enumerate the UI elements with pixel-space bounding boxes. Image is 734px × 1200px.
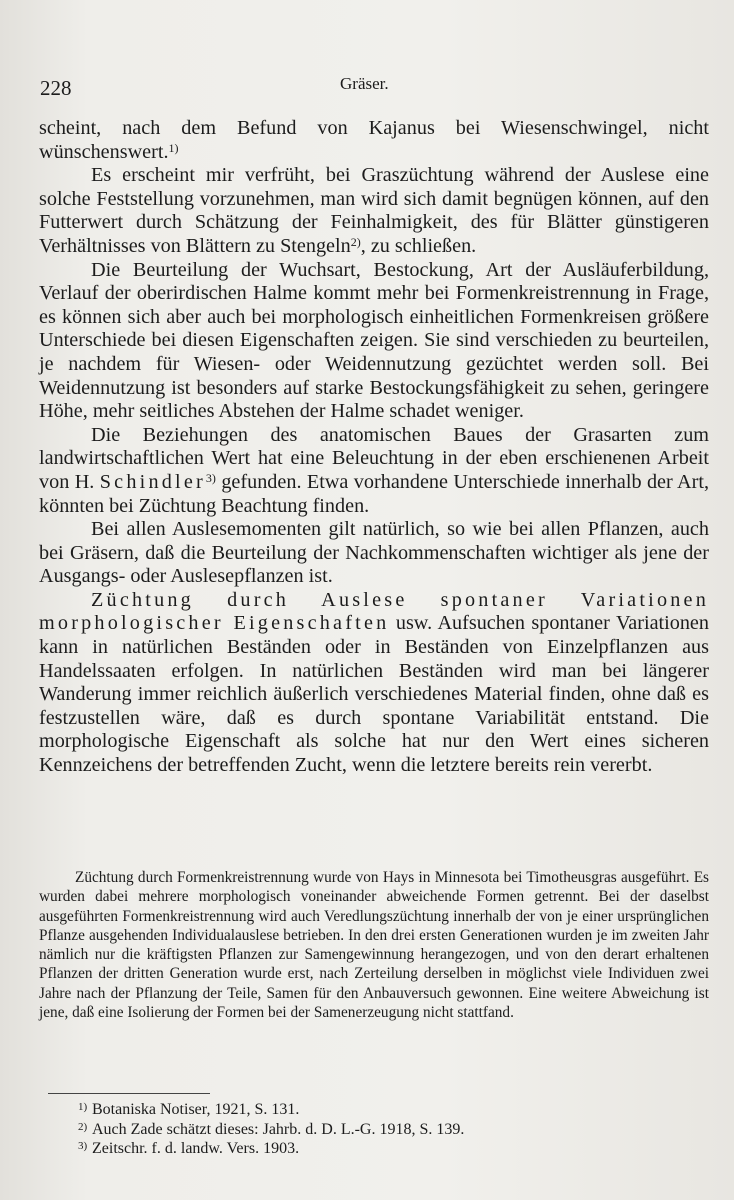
footnote-1 [78,1100,692,1120]
footnote-ref-2: 2) [350,234,361,249]
footnote-divider [48,1093,210,1094]
footnote-2-mark: 2) [78,1120,88,1133]
paragraph-2-text-b: , zu schließen. [360,234,477,257]
small-print-section [39,868,709,1022]
footnote-2-text: Auch Zade schätzt dieses: Jahrb. d. D. L.-G. 1918, S. 139. [92,1120,465,1138]
paragraph-6 [39,589,709,778]
section-heading: Züchtung durch Auslese spontaner Variationen morphologischer Eigenschaften [39,588,709,635]
footnote-ref-1: 1) [168,140,179,155]
running-head: Gräser. [340,74,389,93]
page-header [40,76,694,102]
paragraph-1-text: scheint, nach dem Befund von Kajanus bei Wiesenschwingel, nicht wünschenswert. [39,117,709,163]
footnote-1-mark: 1) [78,1101,88,1113]
footnote-3-text: Zeitschr. f. d. landw. Vers. 1903. [92,1140,300,1157]
paragraph-2 [39,164,709,258]
paragraph-1 [39,117,709,164]
footnote-ref-3: 3) [205,470,216,485]
author-name-schindler: Schindler [99,470,206,493]
small-paragraph: Züchtung durch Formenkreistrennung wurde von Hays in Minnesota bei Timotheusgras ausgeführt. Es wurden dabei mehrere morphologisch voneinander abweichende Formen getrennt. Bei der daselbst ausgeführten Formenkreistrennung wird auch Veredlungszüchtung innerhalb der von je einer ursprünglichen Pflanze ausgehenden Individualauslese betrieben. In den drei ersten Generationen wurden je im zweiten Jahr nämlich nur die kräftigsten Pflanzen zur Samengewinnung herangezogen, und von den derart erhaltenen Pflanzen der dritten Generation wurde erst, nach Zerteilung derselben in möglichst viele Individuen zwei Jahre nach der Pflanzung der Teile, Samen für den Anbauversuch gewonnen. Eine weitere Abweichung ist jene, daß eine Isolierung der Formen bei der Samenerzeugung nicht stattfand. [39,869,709,1022]
paragraph-2-text-a: Es erscheint mir verfrüht, bei Graszüchtung während der Auslese eine solche Feststellung vorzunehmen, man wird sich damit begnügen können, auf den Futterwert durch Schätzung der Feinhalmigkeit, des für Blätter günstigeren Verhältnisses von Blättern zu Stengeln [39,164,709,257]
footnotes [78,1100,692,1159]
paragraph-6-text: usw. Aufsuchen spontaner Variationen kann in natürlichen Beständen oder in Beständen von Einzelpflanzen aus Handelssaaten erfolgen. In natürlichen Beständen wird man bei längerer Wanderung immer reichlich äußerlich verschiedenes Material finden, ohne daß es festzustellen wäre, daß es durch spontane Variabilität entstand. Die morphologische Eigenschaft als solche hat nur den Wert eines sicheren Kennzeichens der betreffenden Zucht, wenn die letztere bereits rein vererbt. [39,612,709,777]
page-number: 228 [40,76,72,100]
footnote-1-text: Botaniska Notiser, 1921, S. 131. [92,1101,300,1118]
footnote-2 [78,1120,692,1140]
paragraph-3: Die Beurteilung der Wuchsart, Bestockung, Art der Ausläuferbildung, Verlauf der oberirdischen Halme kommt mehr bei Formenkreistrennung in Frage, es können sich aber auch bei morphologisch einheitlichen Formenkreisen größere Unterschiede bei diesen Eigenschaften zeigen. Sie sind verschieden zu beurteilen, je nachdem für Wiesen- oder Weidennutzung gezüchtet werden soll. Bei Weidennutzung ist besonders auf starke Bestockungsfähigkeit zu sehen, geringere Höhe, mehr seitliches Abstehen der Halme schadet weniger. [39,258,709,423]
footnote-3 [78,1139,692,1159]
paragraph-4 [39,424,709,518]
main-text [39,117,709,778]
paragraph-5: Bei allen Auslesemomenten gilt natürlich, so wie bei allen Pflanzen, auch bei Gräsern, daß die Beurteilung der Nachkommenschaften wichtiger als jene der Ausgangs- oder Auslesepflanzen ist. [39,518,709,588]
paragraph-4-text-b: gefunden. Etwa vorhandene Unterschiede innerhalb der Art, könnten bei Züchtung Beachtung finden. [39,470,709,517]
footnote-3-mark: 3) [78,1140,88,1152]
paragraph-4-text-a: Die Beziehungen des anatomischen Baues der Grasarten zum landwirtschaftlichen Wert hat eine Beleuchtung in der eben erschienenen Arbeit von H. [39,423,709,493]
